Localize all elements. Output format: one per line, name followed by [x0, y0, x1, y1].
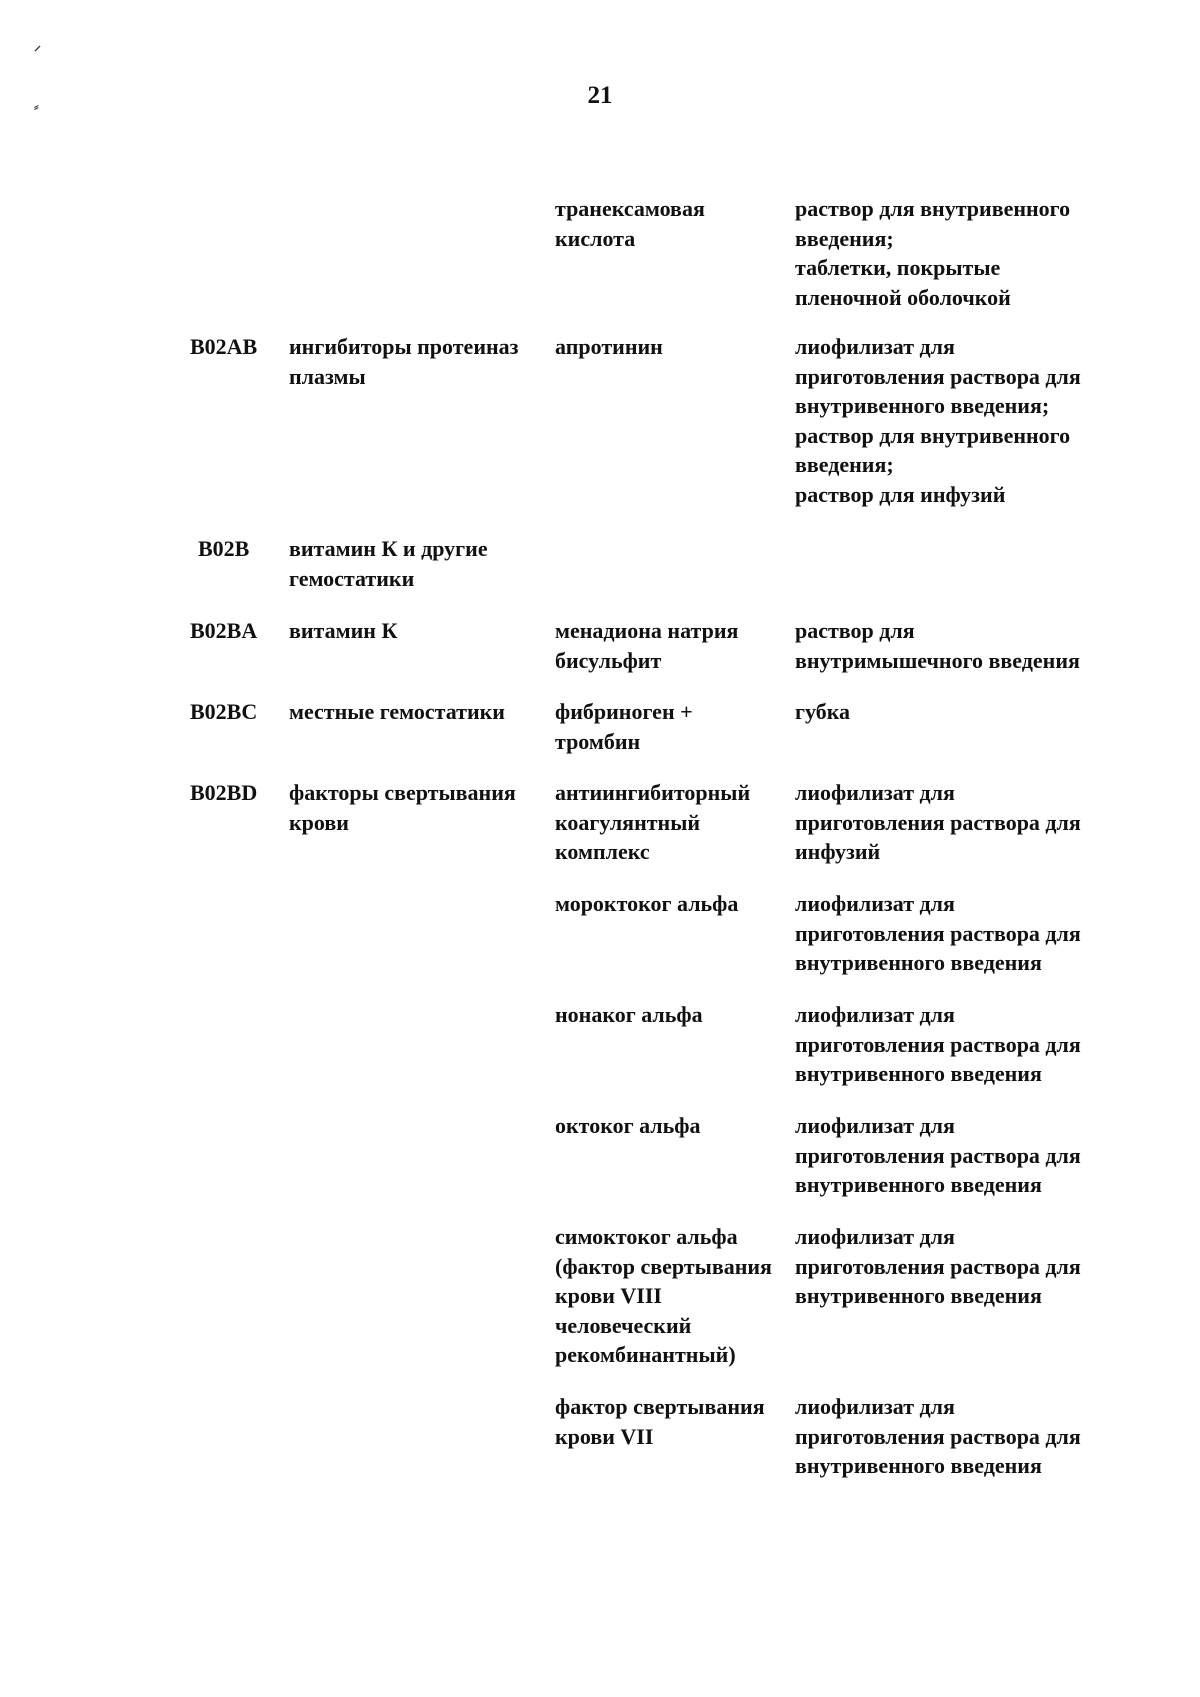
group-name: ингибиторы протеиназ плазмы [289, 334, 519, 389]
drug-name: транексамовая кислота [555, 196, 705, 251]
dosage-form: лиофилизат для приготовления раствора для внутривенного введения [795, 1394, 1081, 1478]
drug-name: менадиона натрия бисульфит [555, 618, 739, 673]
group-name: витамин К [289, 618, 398, 643]
dosage-form: лиофилизат для приготовления раствора для инфузий [795, 780, 1081, 864]
dosage-form: лиофилизат для приготовления раствора для внутривенного введения; раствор для внутривенного введения; раствор для инфузий [795, 334, 1081, 507]
scan-mark: ⸝ [34, 39, 41, 54]
scan-mark: ⸗ [34, 100, 39, 115]
drug-name: мороктоког альфа [555, 891, 739, 916]
group-name: факторы свертывания крови [289, 780, 516, 835]
dosage-form: раствор для внутривенного введения; таблетки, покрытые пленочной оболочкой [795, 196, 1071, 310]
atc-code: B02B [198, 536, 250, 561]
atc-code: B02BA [190, 618, 258, 643]
atc-code: B02BC [190, 699, 258, 724]
page-number: 21 [587, 82, 613, 109]
drug-name: фактор свертывания крови VII [555, 1394, 765, 1449]
dosage-form: лиофилизат для приготовления раствора для внутривенного введения [795, 1224, 1081, 1308]
drug-name: апротинин [555, 334, 663, 359]
dosage-form: раствор для внутримышечного введения [795, 618, 1080, 673]
drug-name: фибриноген + тромбин [555, 699, 693, 754]
group-name: местные гемостатики [289, 699, 505, 724]
drug-name: октоког альфа [555, 1113, 701, 1138]
dosage-form: лиофилизат для приготовления раствора для внутривенного введения [795, 1002, 1081, 1086]
drug-name: антиингибиторный коагулянтный комплекс [555, 780, 751, 864]
dosage-form: лиофилизат для приготовления раствора для внутривенного введения [795, 891, 1081, 975]
dosage-form: лиофилизат для приготовления раствора для внутривенного введения [795, 1113, 1081, 1197]
dosage-form: губка [795, 699, 851, 724]
atc-code: B02BD [190, 780, 258, 805]
group-name: витамин К и другие гемостатики [289, 536, 488, 591]
atc-code: B02AB [190, 334, 258, 359]
drug-name: нонаког альфа [555, 1002, 703, 1027]
drug-name: симоктоког альфа (фактор свертывания крови VIII человеческий рекомбинантный) [555, 1224, 772, 1367]
